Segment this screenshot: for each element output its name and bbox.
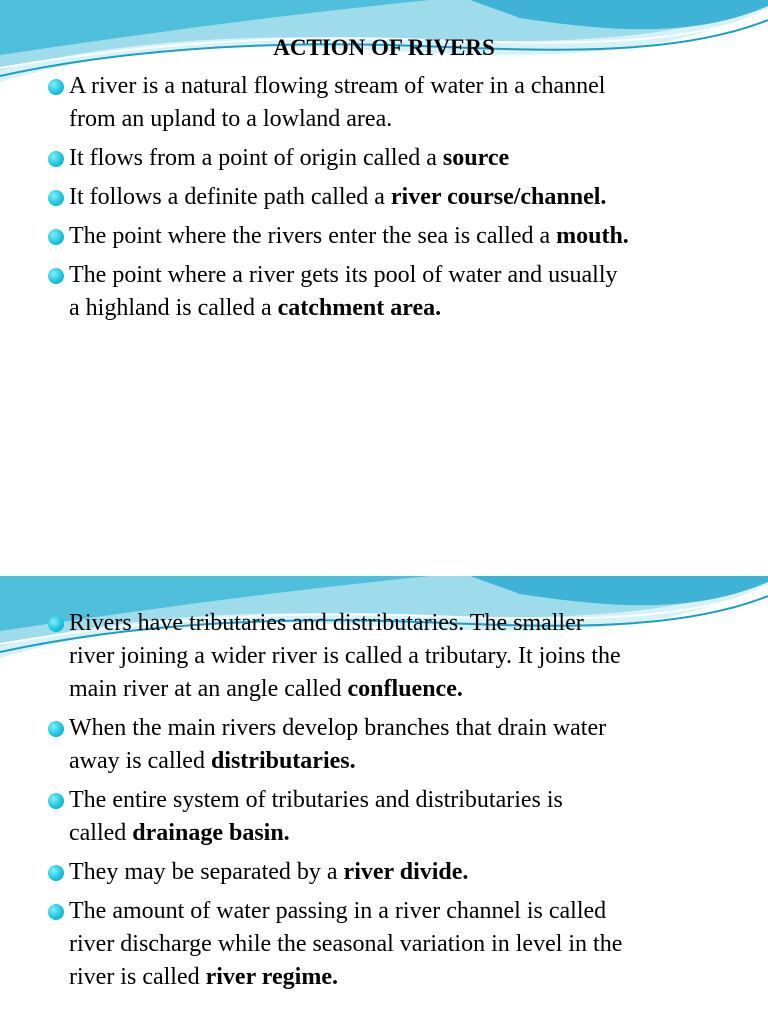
bullet-line bbox=[69, 895, 738, 928]
key-term: drainage basin. bbox=[132, 820, 290, 846]
key-term: distributaries. bbox=[210, 748, 356, 774]
bullet-text: called bbox=[69, 820, 133, 846]
bullet-line bbox=[69, 745, 738, 778]
bullet-line bbox=[69, 928, 738, 961]
bullet-text: from an upland to a lowland area. bbox=[69, 106, 393, 132]
bullet-dot-icon bbox=[48, 268, 64, 284]
bullet-text: river is called bbox=[69, 964, 206, 990]
bullet-text: It follows a definite path called a bbox=[69, 184, 391, 210]
bullet-item bbox=[48, 70, 738, 136]
slide-1 bbox=[0, 0, 768, 448]
bullet-line bbox=[69, 712, 738, 745]
bullet-text: away is called bbox=[69, 748, 211, 774]
bullet-item bbox=[48, 220, 738, 253]
bullet-line bbox=[69, 220, 738, 253]
bullet-text: river joining a wider river is called a tributary. It joins the bbox=[69, 643, 621, 669]
bullet-dot-icon bbox=[48, 865, 64, 881]
key-term: source bbox=[442, 145, 510, 171]
bullet-text: A river is a natural flowing stream of water in a channel bbox=[69, 73, 606, 99]
bullet-line bbox=[69, 292, 738, 325]
bullet-dot-icon bbox=[48, 793, 64, 809]
slide-title: ACTION OF RIVERS bbox=[273, 35, 495, 60]
key-term: confluence. bbox=[347, 676, 463, 702]
key-term: mouth. bbox=[556, 223, 629, 249]
key-term: river divide. bbox=[343, 859, 469, 885]
bullet-line bbox=[69, 259, 738, 292]
bullet-text: The point where the rivers enter the sea is called a bbox=[69, 223, 557, 249]
bullet-dot-icon bbox=[48, 151, 64, 167]
bullet-dot-icon bbox=[48, 721, 64, 737]
bullet-text: It flows from a point of origin called a bbox=[69, 145, 443, 171]
bullet-list-1 bbox=[48, 70, 738, 331]
bullet-line bbox=[69, 640, 738, 673]
bullet-dot-icon bbox=[48, 229, 64, 245]
bullet-line bbox=[69, 673, 738, 706]
bullet-item bbox=[48, 895, 738, 994]
bullet-line bbox=[69, 817, 738, 850]
bullet-dot-icon bbox=[48, 616, 64, 632]
bullet-item bbox=[48, 712, 738, 778]
bullet-item bbox=[48, 784, 738, 850]
bullet-item bbox=[48, 856, 738, 889]
bullet-line bbox=[69, 607, 738, 640]
bullet-text: When the main rivers develop branches that drain water bbox=[69, 715, 607, 741]
bullet-item bbox=[48, 181, 738, 214]
bullet-text: The amount of water passing in a river channel is called bbox=[69, 898, 607, 924]
bullet-text: The point where a river gets its pool of water and usually bbox=[69, 262, 618, 288]
bullet-line bbox=[69, 142, 738, 175]
bullet-item bbox=[48, 259, 738, 325]
bullet-item bbox=[48, 142, 738, 175]
bullet-line bbox=[69, 103, 738, 136]
bullet-text: main river at an angle called bbox=[69, 676, 348, 702]
bullet-text: river discharge while the seasonal variation in level in the bbox=[69, 931, 623, 957]
bullet-line bbox=[69, 784, 738, 817]
bullet-dot-icon bbox=[48, 79, 64, 95]
bullet-dot-icon bbox=[48, 190, 64, 206]
key-term: river regime. bbox=[205, 964, 338, 990]
bullet-line bbox=[69, 961, 738, 994]
bullet-text: a highland is called a bbox=[69, 295, 278, 321]
bullet-text: The entire system of tributaries and distributaries is bbox=[69, 787, 563, 813]
bullet-line bbox=[69, 70, 738, 103]
bullet-line bbox=[69, 181, 738, 214]
bullet-text: They may be separated by a bbox=[69, 859, 344, 885]
bullet-line bbox=[69, 856, 738, 889]
key-term: river course/channel. bbox=[390, 184, 607, 210]
slide-2 bbox=[0, 576, 768, 1024]
bullet-text: Rivers have tributaries and distributaries. The smaller bbox=[69, 610, 584, 636]
bullet-list-2 bbox=[48, 607, 738, 1000]
key-term: catchment area. bbox=[277, 295, 442, 321]
bullet-item bbox=[48, 607, 738, 706]
bullet-dot-icon bbox=[48, 904, 64, 920]
